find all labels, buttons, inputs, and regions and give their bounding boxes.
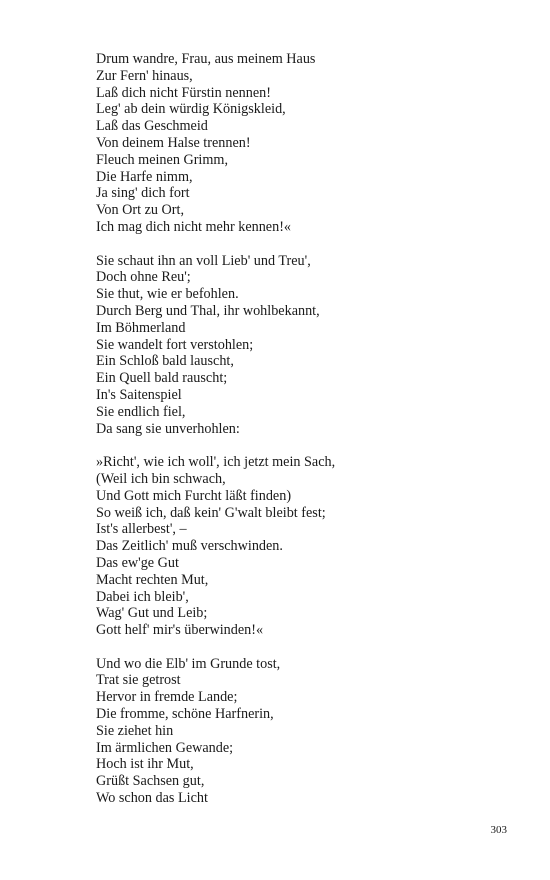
poem-line: Und wo die Elb' im Grunde tost, (96, 655, 281, 672)
poem-line: Doch ohne Reu'; (96, 269, 191, 286)
poem-line: Zur Fern' hinaus, (96, 67, 193, 84)
poem-line: Sie ziehet hin (96, 722, 174, 739)
poem-line: In's Saitenspiel (96, 386, 182, 403)
poem-line: (Weil ich bin schwach, (96, 470, 226, 487)
poem-line: Im ärmlichen Gewande; (96, 739, 234, 756)
poem-line: Trat sie getrost (96, 672, 181, 689)
poem-line: Laß das Geschmeid (96, 118, 208, 135)
poem-line: Hoch ist ihr Mut, (96, 756, 194, 773)
poem-line: »Richt', wie ich woll', ich jetzt mein Sach, (96, 454, 336, 471)
poem-line: Hervor in fremde Lande; (96, 689, 238, 706)
stanza (96, 656, 516, 807)
poem-line: Gott helf' mir's überwinden!« (96, 622, 264, 639)
poem-line: Drum wandre, Frau, aus meinem Haus (96, 51, 316, 67)
poem-line: Macht rechten Mut, (96, 571, 209, 588)
poem-line: Ja sing' dich fort (96, 185, 190, 202)
poem-line: Ein Schloß bald lauscht, (96, 353, 234, 370)
poem-line: Die fromme, schöne Harfnerin, (96, 706, 274, 723)
poem-line: Fleuch meinen Grimm, (96, 151, 228, 168)
poem-line: Grüßt Sachsen gut, (96, 773, 205, 790)
stanza (96, 51, 516, 236)
poem-line: Die Harfe nimm, (96, 168, 193, 185)
poem-line: Sie schaut ihn an voll Lieb' und Treu', (96, 252, 311, 269)
page-number: 303 (490, 824, 507, 836)
poem-line: Sie thut, wie er befohlen. (96, 286, 239, 303)
poem-line: Sie wandelt fort verstohlen; (96, 336, 254, 353)
poem-line: Durch Berg und Thal, ihr wohlbekannt, (96, 302, 320, 319)
poem-line: Wo schon das Licht (96, 790, 208, 807)
stanza (96, 454, 516, 639)
poem-line: Leg' ab dein würdig Königskleid, (96, 101, 286, 118)
poem-line: Dabei ich bleib', (96, 588, 189, 605)
poem-line: Da sang sie unverhohlen: (96, 420, 240, 437)
poem-line: Wag' Gut und Leib; (96, 605, 208, 622)
poem-line: Das ew'ge Gut (96, 554, 179, 571)
poem-line: So weiß ich, daß kein' G'walt bleibt fest; (96, 504, 326, 521)
poem-line: Ein Quell bald rauscht; (96, 370, 228, 387)
poem-line: Ist's allerbest', – (96, 521, 187, 538)
poem-line: Ich mag dich nicht mehr kennen!« (96, 218, 292, 235)
poem-line: Sie endlich fiel, (96, 403, 186, 420)
poem-line: Laß dich nicht Fürstin nennen! (96, 84, 271, 101)
poem-line: Von deinem Halse trennen! (96, 134, 251, 151)
poem-line: Und Gott mich Furcht läßt finden) (96, 487, 292, 504)
poem-line: Im Böhmerland (96, 319, 186, 336)
poem-line: Von Ort zu Ort, (96, 202, 185, 219)
poem-text (96, 51, 516, 824)
poem-line: Das Zeitlich' muß verschwinden. (96, 538, 283, 555)
stanza (96, 253, 516, 438)
